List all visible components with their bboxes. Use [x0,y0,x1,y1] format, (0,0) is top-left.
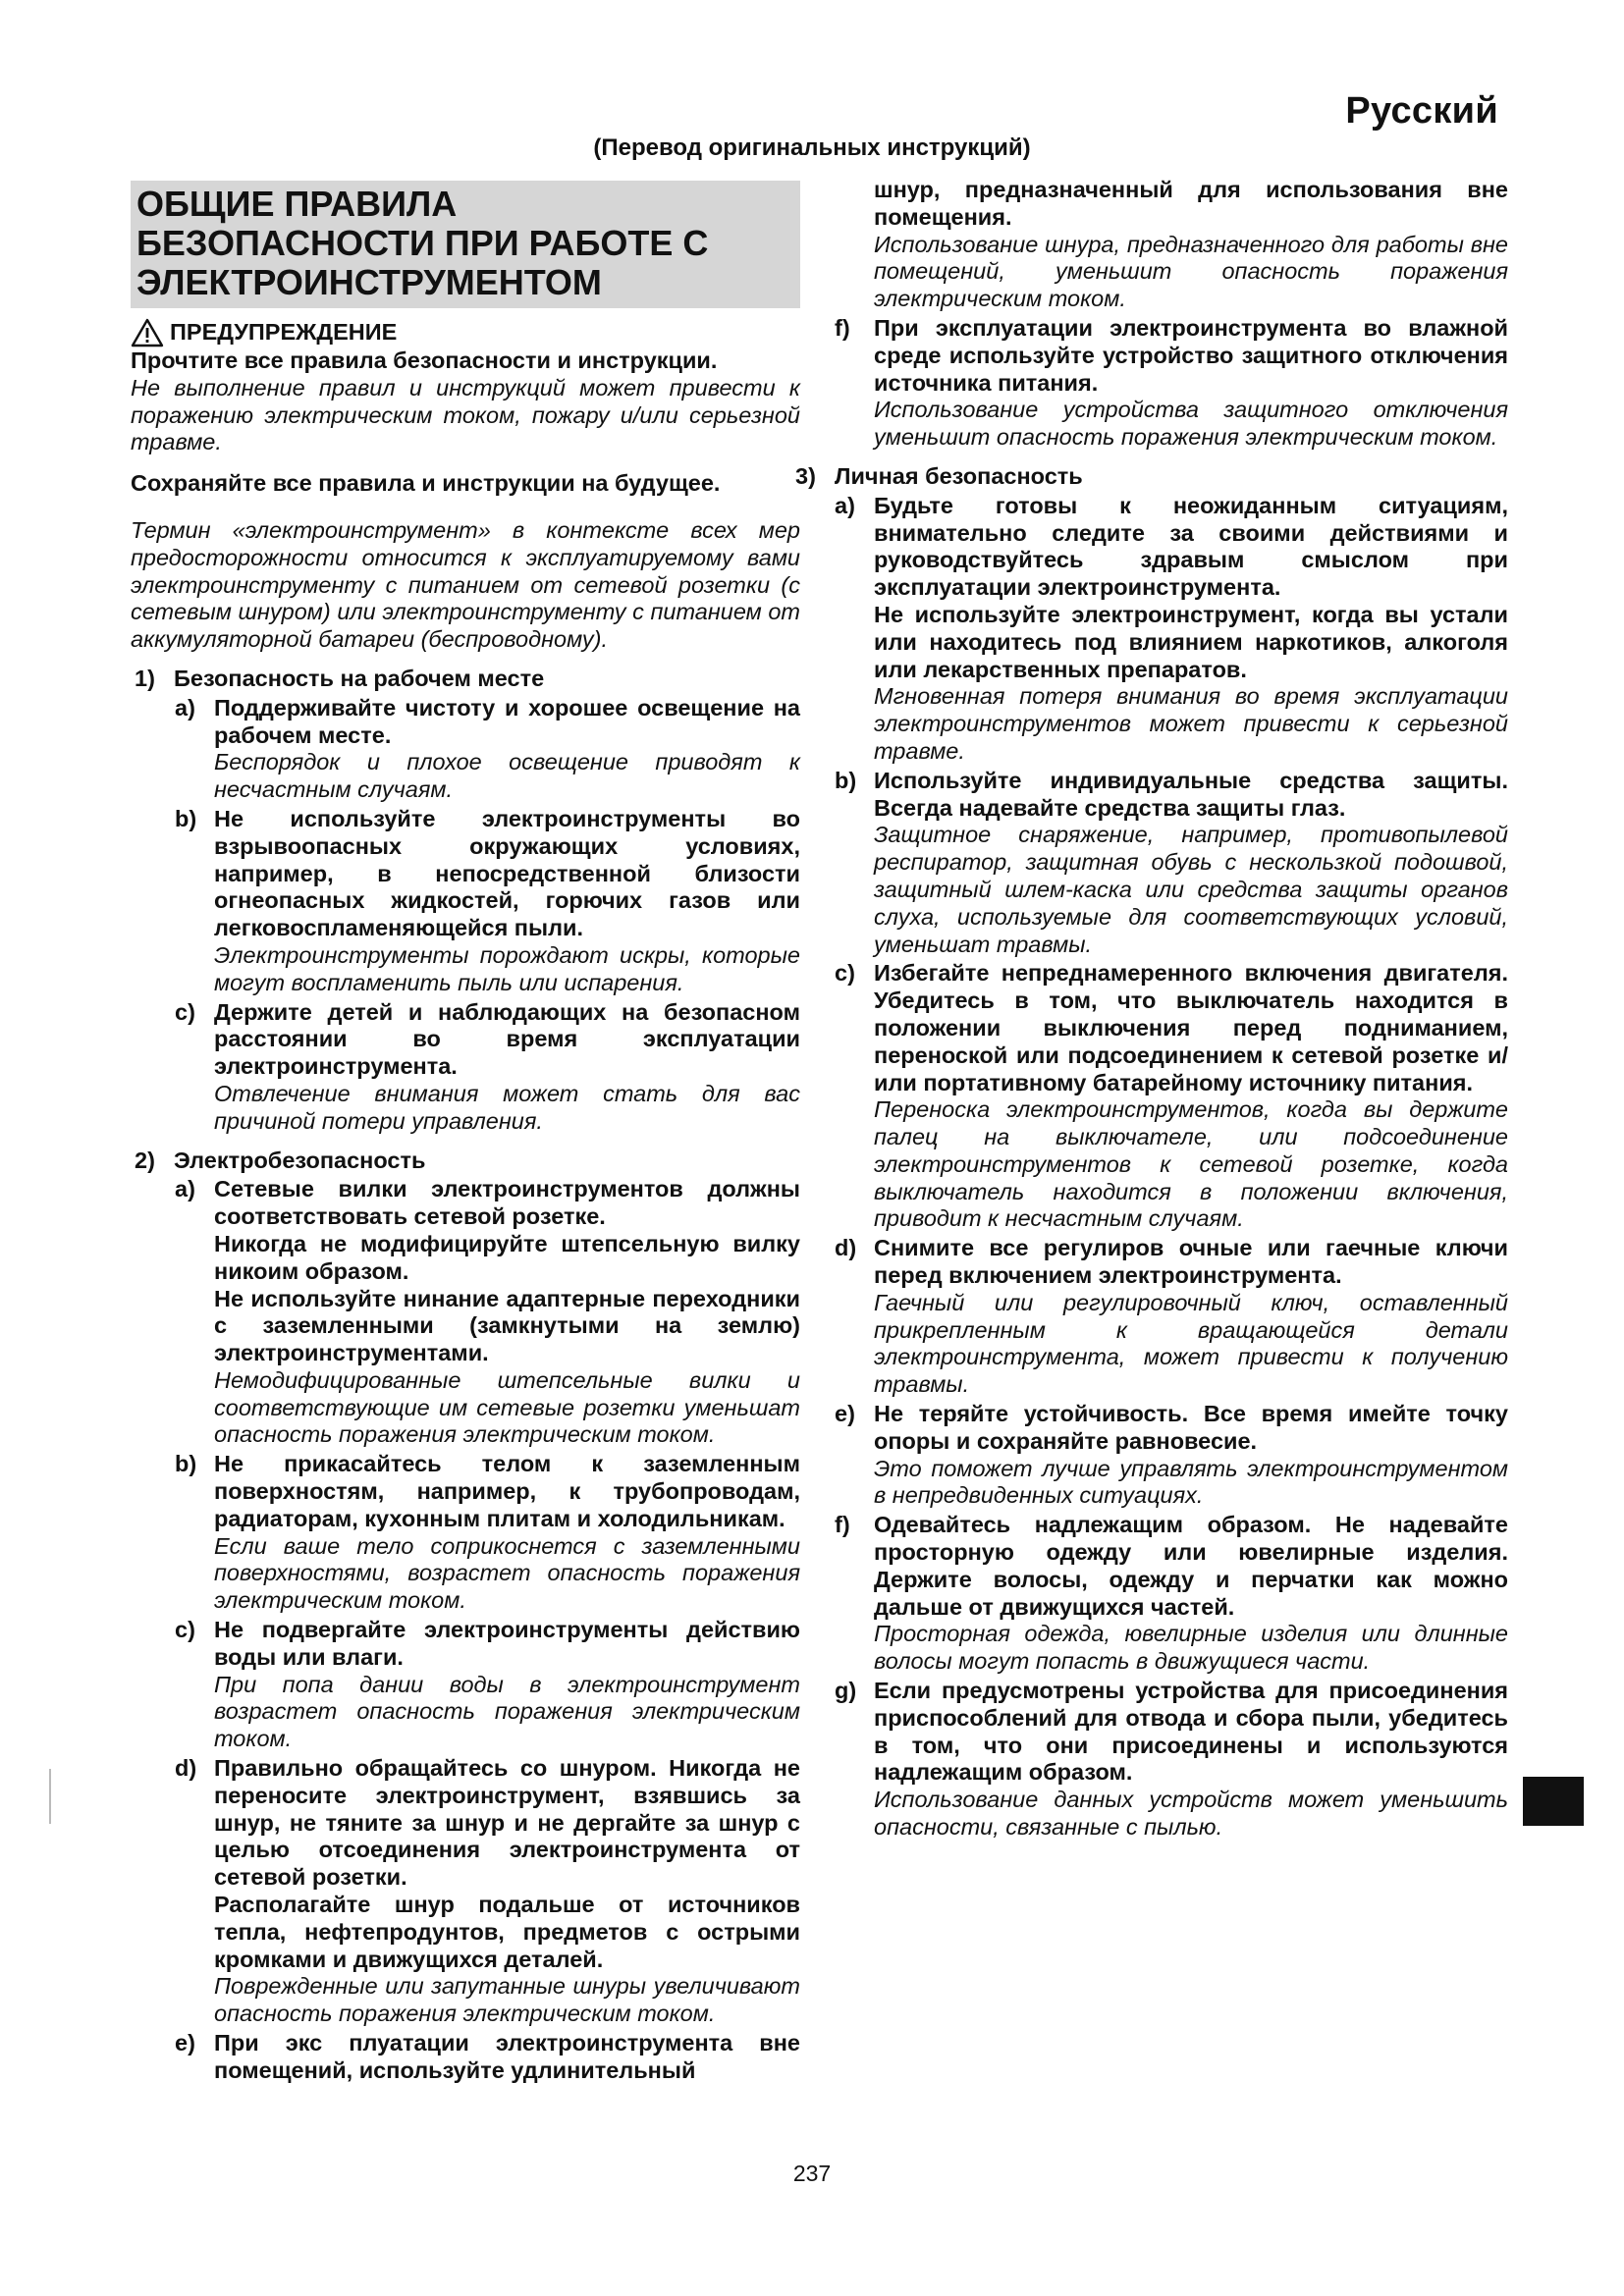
section-1-heading: 1) Безопасность на рабочем месте [135,665,545,691]
rule-3d: d) Снимите все регулиров очные или гаечные ключи перед включением электроинструмента. Гаечный или регулировочный ключ, оставленный прикрепленным к вращающейся детали электроинструмента, может привести к получению травмы. [835,1235,1508,1398]
rule-3f: f) Одевайтесь надлежащим образом. Не надевайте просторную одежду или ювелирные изделия. Держите волосы, одежду и перчатки как можно дальше от движущихся частей. Просторная одежда, ювелирные изделия или длинные волосы могут попасть в движущиеся части. [835,1512,1508,1675]
title-line-2: БЕЗОПАСНОСТИ ПРИ РАБОТЕ С [136,223,709,263]
warning-label: ПРЕДУПРЕЖДЕНИЕ [170,319,398,346]
warning-consequence: Не выполнение правил и инструкций может привести к поражению электрическим током, пожару и/или серьезной травме. [131,374,800,455]
margin-mark [49,1769,51,1824]
translation-subtitle: (Перевод оригинальных инструкций) [593,134,1031,161]
section-title-banner [131,181,800,308]
rule-2a: a) Сетевые вилки электроинструментов должны соответствовать сетевой розетке. Никогда не модифицируйте штепсельную вилку никоим образом. Не используйте нинание адаптерные переходники с заземленными (замкнутыми на землю) электроинструментами. Немодифицированные штепсельные вилки и соответствующие им сетевые розетки уменьшат опасность поражения электрическим током. [175,1176,800,1448]
left-column [131,181,800,2085]
rule-1c: c) Держите детей и наблюдающих на безопасном расстоянии во время эксплуатации электроинструмента. Отвлечение внимания может стать для вас причиной потери управления. [175,998,800,1134]
right-column [795,177,1508,1842]
section-2-heading: 2) Электробезопасность [135,1147,426,1173]
rule-3a: a) Будьте готовы к неожиданным ситуациям, внимательно следите за своими действиями и руководствуйтесь здравым смыслом при эксплуатации электроинструмента. Не используйте электроинструмент, когда вы устали или находитесь под влиянием наркотиков, алкоголя или лекарственных препаратов. Мгновенная потеря внимания во время эксплуатации электроинструментов может привести к серьезной травме. [835,492,1508,764]
rule-2e-continued: шнур, предназначенный для использования вне помещения. Использование шнура, предназначенного для работы вне помещений, уменьшит опасность поражения электрическим током. [874,177,1508,312]
rule-2c: c) Не подвергайте электроинструменты действию воды или влаги. При попа дании воды в электроинструмент возрастет опасность поражения электрическим током. [175,1617,800,1752]
rule-2f: f) При эксплуатации электроинструмента во влажной среде используйте устройство защитного отключения источника питания. Использование устройства защитного отключения уменьшит опасность поражения электрическим током. [835,314,1508,451]
rule-2e: e) При экс плуатации электроинструмента вне помещений, используйте удлинительный [175,2030,800,2083]
warning-triangle-icon [131,318,164,347]
section-tab-marker [1523,1777,1584,1826]
title-line-3: ЭЛЕКТРОИНСТРУМЕНТОМ [136,262,602,302]
power-tool-term: Термин «электроинструмент» в контексте всех мер предосторожности относится к эксплуатируемому вами электроинструменту с питанием от сетевой розетки (с сетевым шнуром) или электроинструменту с питанием от аккумуляторной батареи (беспроводному). [131,516,800,653]
rule-3e: e) Не теряйте устойчивость. Все время имейте точку опоры и сохраняйте равновесие. Это поможет лучше управлять электроинструментом в непредвиденных ситуациях. [835,1401,1508,1509]
title-line-1: ОБЩИЕ ПРАВИЛА [136,184,458,224]
rule-1b: b) Не используйте электроинструменты во взрывоопасных окружающих условиях, например, в непосредственной близости огнеопасных жидкостей, горючих газов или легковоспламеняющейся пыли. Электроинструменты порождают искры, которые могут воспламенить пыль или испарения. [175,805,800,995]
page-number: 237 [792,2161,832,2186]
rule-3c: c) Избегайте непреднамеренного включения двигателя. Убедитесь в том, что выключатель находится в положении выключения перед подниманием, переноской или подсоединением к сетевой розетке и/или портативному батарейному источнику питания. Переноска электроинструментов, когда вы держите палец на выключателе, или подсоединение электроинструментов к сетевой розетке, когда выключатель находится в положении включения, приводит к несчастным случаям. [835,960,1508,1232]
rule-1a: a) Поддерживайте чистоту и хорошее освещение на рабочем месте. Беспорядок и плохое освещение приводят к несчастным случаям. [175,694,800,803]
save-instructions: Сохраняйте все правила и инструкции на будущее. [131,470,721,497]
section-3-heading: 3) Личная безопасность [795,462,1083,489]
warning-heading [131,318,800,347]
language-label: Русский [1345,90,1498,132]
read-all-instructions: Прочтите все правила безопасности и инструкции. [131,347,718,373]
rule-2b: b) Не прикасайтесь телом к заземленным поверхностям, например, к трубопроводам, радиаторам, кухонным плитам и холодильникам. Если ваше тело соприкоснется с заземленными поверхностями, возрастет опасность поражения электрическим током. [175,1451,800,1614]
rule-2d: d) Правильно обращайтесь со шнуром. Никогда не переносите электроинструмент, взявшись за шнур, не тяните за шнур и не дергайте за шнур с целью отсоединения электроинструмента от сетевой розетки. Располагайте шнур подальше от источников тепла, нефтепродунтов, предметов с острыми кромками и движущихся деталей. Поврежденные или запутанные шнуры увеличивают опасность поражения электрическим током. [175,1755,800,2027]
rule-3b: b) Используйте индивидуальные средства защиты. Всегда надевайте средства защиты глаз. Защитное снаряжение, например, противопылевой респиратор, защитная обувь с нескользкой подошвой, защитный шлем-каска или средства защиты органов слуха, используемые для соответствующих условий, уменьшат травмы. [835,767,1508,957]
rule-3g: g) Если предусмотрены устройства для присоединения приспособлений для отвода и сбора пыли, убедитесь в том, что они присоединены и используются надлежащим образом. Использование данных устройств может уменьшить опасности, связанные с пылью. [835,1678,1508,1841]
